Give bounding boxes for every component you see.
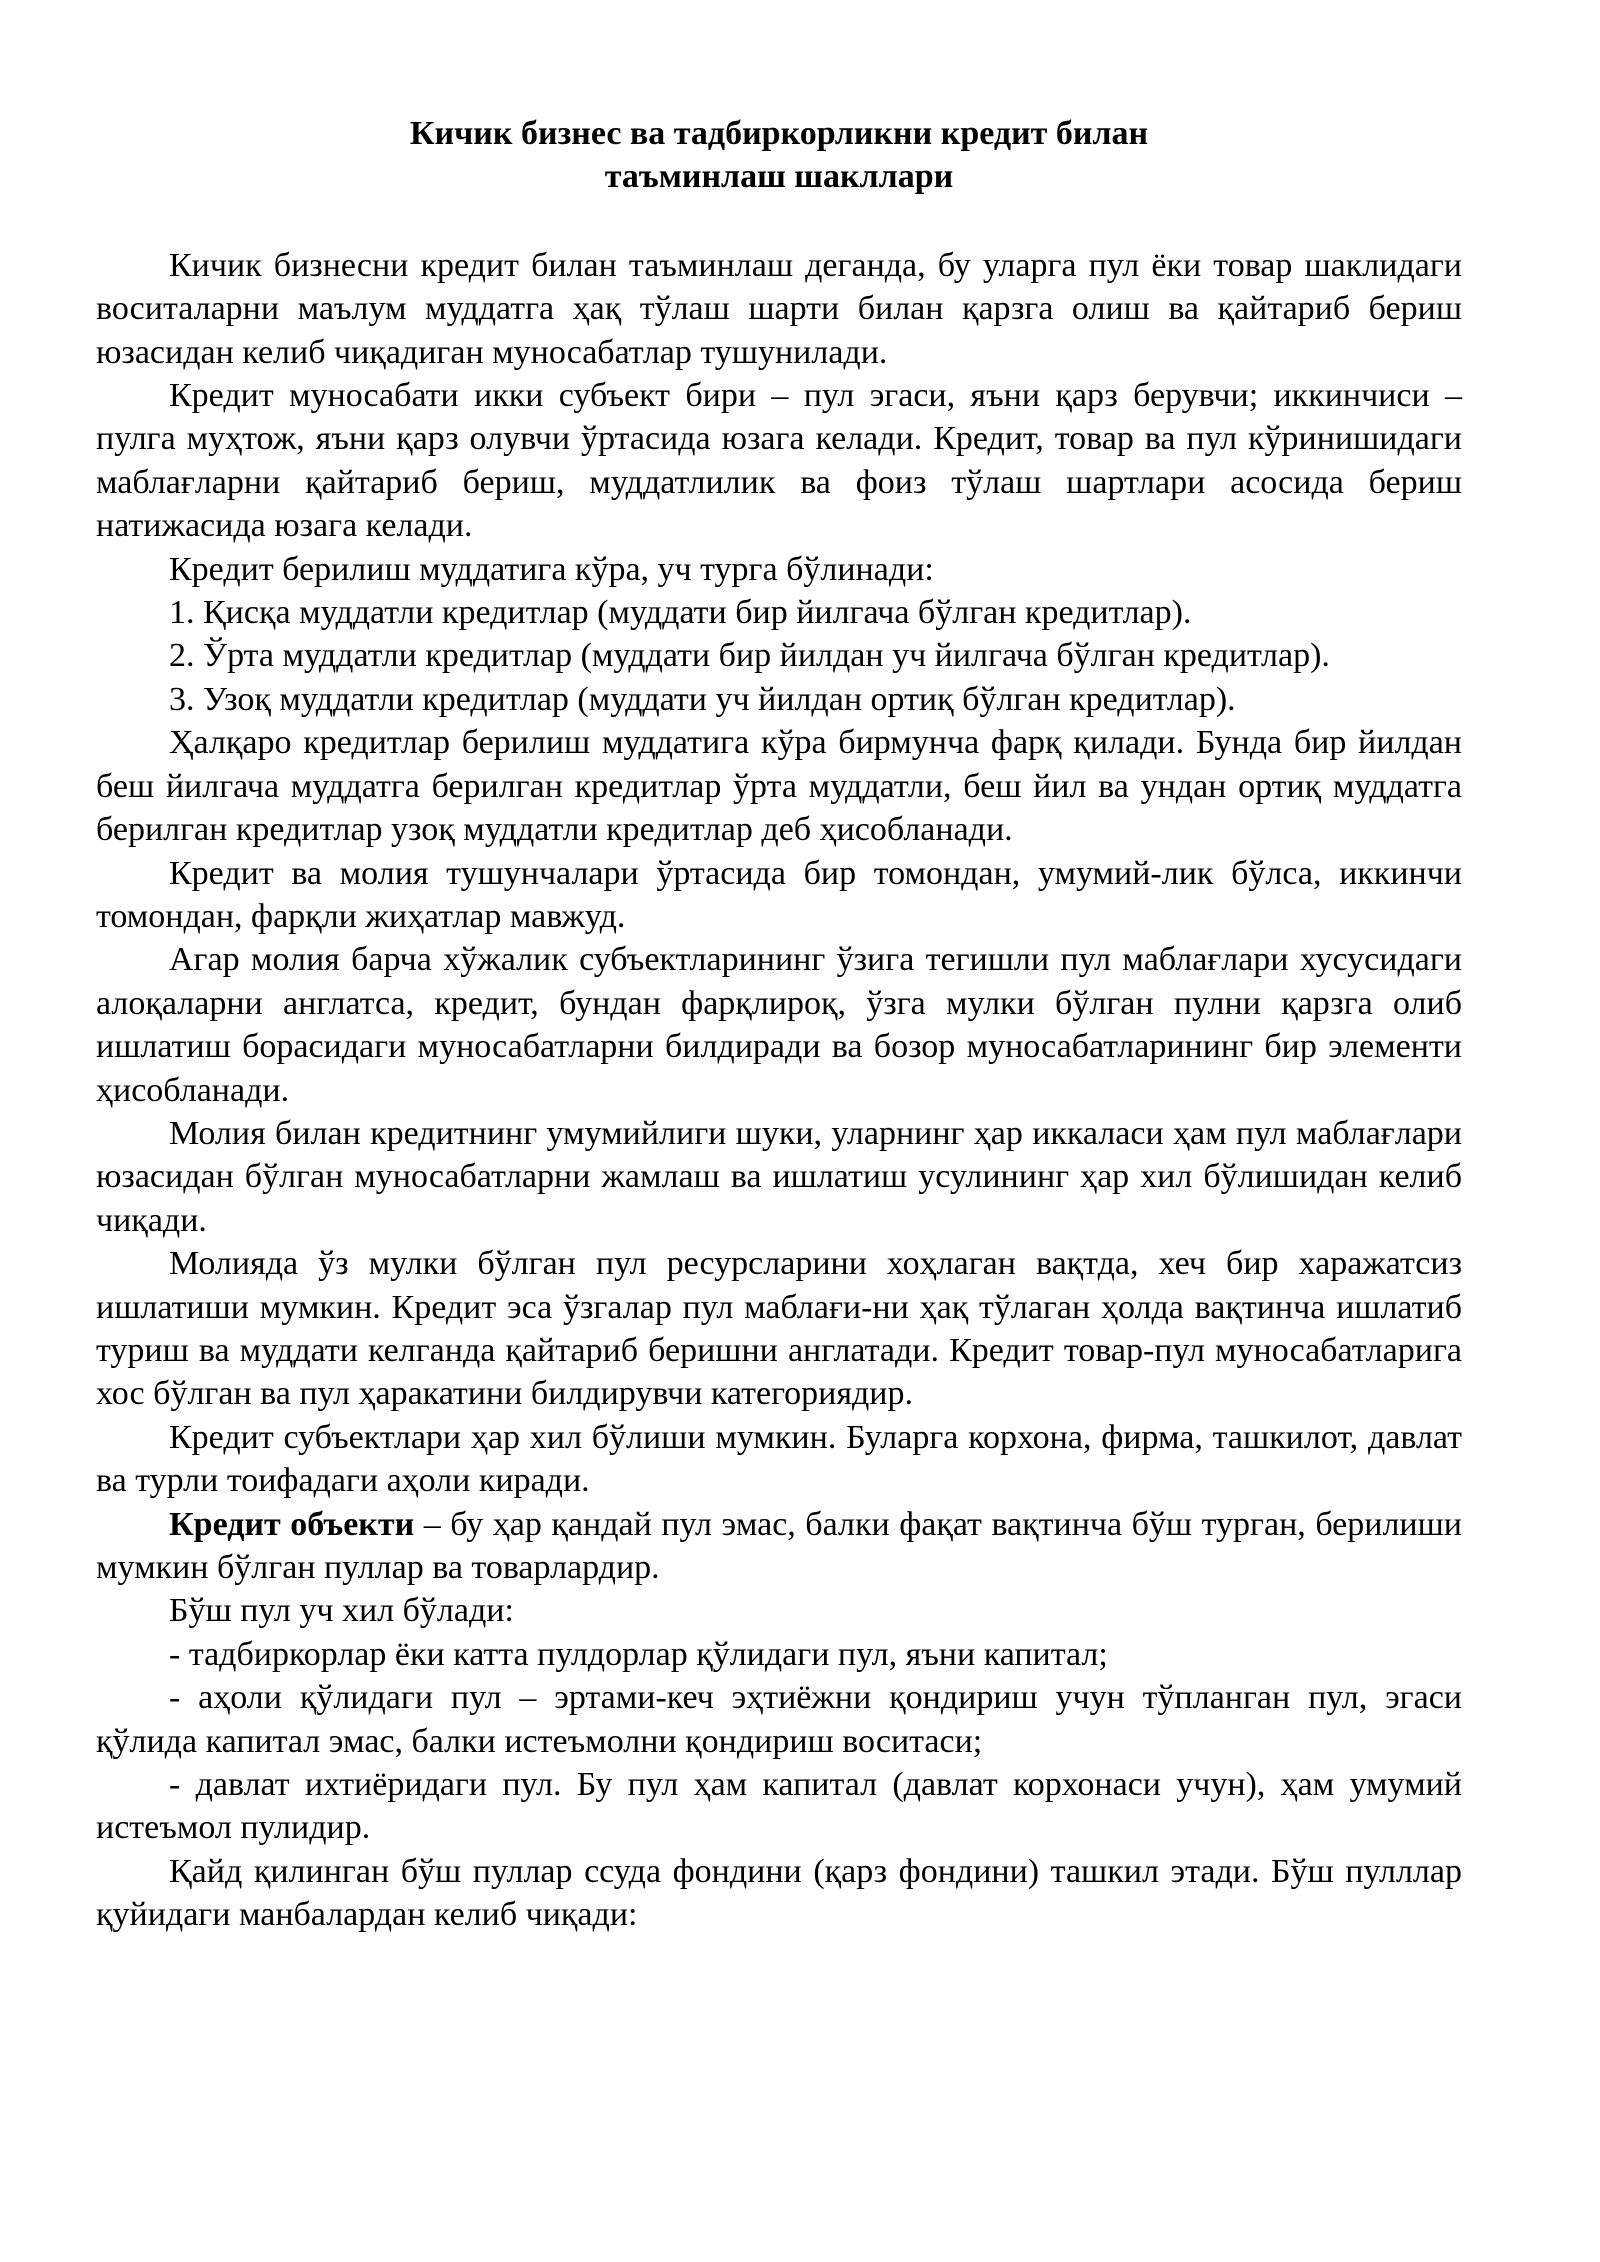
document-page <box>96 112 1462 1937</box>
paragraph: Кредит субъектлари ҳар хил бўлиши мумкин. Буларга корхона, фирма, ташкилот, давлат ва турли тоифадаги аҳоли киради. <box>96 1418 1462 1500</box>
credit-object-term: Кредит объекти <box>169 1505 415 1543</box>
list-item: 2. Ўрта муддатли кредитлар (муддати бир йилдан уч йилгача бўлган кредитлар). <box>169 637 1330 675</box>
paragraph: Молия билан кредитнинг умумийлиги шуки, уларнинг ҳар иккаласи ҳам пул маблағлари юзасидан бўлган муносабатларни жамлаш ва ишлатиш усулининг ҳар хил бўлишидан келиб чиқади. <box>96 1114 1462 1239</box>
list-item: - аҳоли қўлидаги пул – эртами-кеч эҳтиёжни қондириш учун тўпланган пул, эгаси қўлида капитал эмас, балки истеъмолни қондириш воситаси; <box>96 1679 1462 1760</box>
paragraph: Молияда ўз мулки бўлган пул ресурсларини хоҳлаган вақтда, хеч бир харажатсиз ишлатиши мумкин. Кредит эса ўзгалар пул маблағи-ни ҳақ тўлаган ҳолда вақтинча ишлатиб туриш ва муддати келганда қайтариб беришни англатади. Кредит товар-пул муносабатларига хос бўлган ва пул ҳаракатини билдирувчи категориядир. <box>96 1245 1462 1413</box>
paragraph: Кредит муносабати икки субъект бири – пул эгаси, яъни қарз берувчи; иккинчиси – пулга муҳтож, яъни қарз олувчи ўртасида юзага келади. Кредит, товар ва пул кўринишидаги маблағларни қайтариб бериш, муддатлилик ва фоиз тўлаш шартлари асосида бериш натижасида юзага келади. <box>96 377 1462 545</box>
paragraph: Бўш пул уч хил бўлади: <box>169 1592 514 1630</box>
paragraph: Кичик бизнесни кредит билан таъминлаш деганда, бу уларга пул ёки товар шаклидаги воситаларни маълум муддатга ҳақ тўлаш шарти билан қарзга олиш ва қайтариб бериш юзасидан келиб чиқадиган муносабатлар тушунилади. <box>96 246 1462 371</box>
list-item: 1. Қисқа муддатли кредитлар (муддати бир йилгача бўлган кредитлар). <box>169 594 1192 632</box>
paragraph: Ҳалқаро кредитлар берилиш муддатига кўра бирмунча фарқ қилади. Бунда бир йилдан беш йилгача муддатга берилган кредитлар ўрта муддатли, беш йил ва ундан ортиқ муддатга берилган кредитлар узоқ муддатли кредитлар деб ҳисобланади. <box>96 724 1462 849</box>
title-line-2: таъминлаш шакллари <box>604 158 954 196</box>
list-item: - давлат ихтиёридаги пул. Бу пул ҳам капитал (давлат корхонаси учун), ҳам умумий истеъмол пулидир. <box>96 1766 1462 1847</box>
title-line-1: Кичик бизнес ва тадбиркорликни кредит билан <box>409 115 1149 152</box>
paragraph: Қайд қилинган бўш пуллар ссуда фондини (қарз фондини) ташкил этади. Бўш пулллар қуйидаги манбалардан келиб чиқади: <box>96 1852 1462 1934</box>
paragraph: Кредит берилиш муддатига кўра, уч турга бўлинади: <box>169 550 934 588</box>
paragraph: Агар молия барча хўжалик субъектларининг ўзига тегишли пул маблағлари хусусидаги алоқаларни англатса, кредит, бундан фарқлироқ, ўзга мулки бўлган пулни қарзга олиб ишлатиш борасидаги муносабатларни билдиради ва бозор муносабатларининг бир элементи ҳисобланади. <box>96 941 1462 1109</box>
paragraph: Кредит ва молия тушунчалари ўртасида бир томондан, умумий-лик бўлса, иккинчи томондан, фарқли жиҳатлар мавжуд. <box>96 854 1462 935</box>
list-item: 3. Узоқ муддатли кредитлар (муддати уч йилдан ортиқ бўлган кредитлар). <box>169 680 1236 718</box>
page-title <box>96 112 1462 199</box>
credit-object-definition: – бу ҳар қандай пул эмас, балки фақат вақтинча бўш турган, берилиши мумкин бўлган пуллар ва товарлардир. <box>96 1505 1462 1586</box>
list-item: - тадбиркорлар ёки катта пулдорлар қўлидаги пул, яъни капитал; <box>169 1635 1108 1673</box>
credit-object-paragraph <box>96 1503 1462 1590</box>
